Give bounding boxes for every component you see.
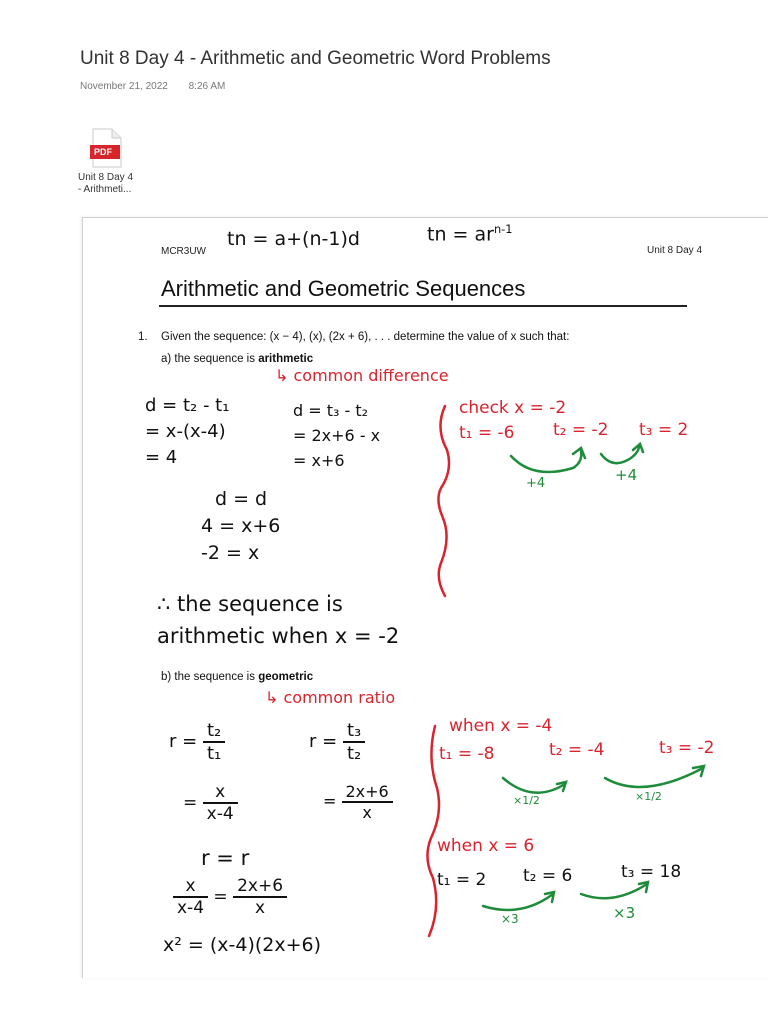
check-term-2: t₂ = -2 xyxy=(553,420,609,440)
when-x-neg4-ratio-2: ×1/2 xyxy=(635,790,662,803)
common-ratio-note: ↳ common ratio xyxy=(265,688,396,707)
green-arrow-b4 xyxy=(581,884,647,898)
when-x-neg4-term-3: t₃ = -2 xyxy=(659,738,715,758)
note-time: 8:26 AM xyxy=(188,81,226,92)
work-line: = 4 xyxy=(145,447,178,468)
pdf-icon-label: PDF xyxy=(94,147,112,157)
when-x-6-term-2: t₂ = 6 xyxy=(523,866,573,886)
attachment-name-line2: - Arithmeti... xyxy=(78,184,132,195)
check-title: check x = -2 xyxy=(459,398,567,418)
formula-geometric-base: tn = ar xyxy=(427,223,494,246)
green-arrow-b3 xyxy=(483,894,553,910)
conclusion-line: ∴ the sequence is xyxy=(157,592,343,616)
question-text: Given the sequence: (x − 4), (x), (2x + 6), . . . determine the value of x such that: xyxy=(161,331,570,343)
when-x-6-ratio-1: ×3 xyxy=(501,912,519,926)
work-line: d = t₂ - t₁ xyxy=(145,395,230,416)
fraction-denominator: x xyxy=(255,898,266,918)
red-brace-b xyxy=(427,726,439,936)
ratio-lhs: r = xyxy=(169,731,198,752)
equals-sign: = xyxy=(183,793,198,813)
when-x-6-term-3: t₃ = 18 xyxy=(621,862,682,882)
attachment-name-line1: Unit 8 Day 4 xyxy=(78,172,134,183)
page-title: Unit 8 Day 4 - Arithmetic and Geometric Word Problems xyxy=(80,48,551,69)
pdf-page-preview xyxy=(82,217,768,978)
ratio-lhs: r = xyxy=(309,731,338,752)
note-meta xyxy=(80,81,243,92)
when-x-neg4-term-2: t₂ = -4 xyxy=(549,740,605,760)
fraction-denominator: x-4 xyxy=(206,804,234,824)
green-arrow-a1-head xyxy=(573,448,585,458)
green-arrow-a1 xyxy=(511,450,581,472)
check-diff-1: +4 xyxy=(526,476,546,491)
when-x-neg4-title: when x = -4 xyxy=(449,716,553,736)
fraction-numerator: x xyxy=(203,782,238,804)
check-term-3: t₃ = 2 xyxy=(639,420,689,440)
fraction-numerator: x xyxy=(173,876,208,898)
pdf-file-icon xyxy=(90,128,124,168)
when-x-neg4-ratio-1: ×1/2 xyxy=(513,794,540,807)
attachment-name xyxy=(78,172,148,196)
unit-label: Unit 8 Day 4 xyxy=(647,245,703,256)
fraction-denominator: t₂ xyxy=(346,743,362,764)
part-b-label: b) the sequence is xyxy=(161,671,255,683)
check-diff-2: +4 xyxy=(615,466,638,484)
work-line: = 2x+6 - x xyxy=(293,426,381,445)
work-line: d = d xyxy=(215,488,268,510)
when-x-neg4-term-1: t₁ = -8 xyxy=(439,744,495,764)
question-number: 1. xyxy=(138,331,148,343)
work-line: d = t₃ - t₂ xyxy=(293,401,369,420)
green-arrow-b2 xyxy=(605,768,703,787)
r-equals-r: r = r xyxy=(201,846,250,870)
part-a-label: a) the sequence is xyxy=(161,353,255,365)
part-b-keyword: geometric xyxy=(258,671,314,683)
part-a-keyword: arithmetic xyxy=(258,353,314,365)
pdf-attachment[interactable] xyxy=(78,128,148,196)
work-line: = x-(x-4) xyxy=(145,421,226,442)
note-date: November 21, 2022 xyxy=(80,81,168,92)
work-line: 4 = x+6 xyxy=(201,515,281,537)
work-line: -2 = x xyxy=(201,542,260,564)
document-title: Arithmetic and Geometric Sequences xyxy=(161,276,526,301)
equals-sign: = xyxy=(323,791,337,811)
when-x-6-term-1: t₁ = 2 xyxy=(437,870,487,890)
fraction-denominator: t₁ xyxy=(206,743,222,764)
course-code: MCR3UW xyxy=(161,246,206,257)
check-term-1: t₁ = -6 xyxy=(459,423,515,443)
common-difference-note: ↳ common difference xyxy=(275,366,449,385)
fraction-numerator: 2x+6 xyxy=(342,782,393,803)
formula-geometric-exponent: n-1 xyxy=(493,222,513,236)
when-x-6-title: when x = 6 xyxy=(437,836,535,856)
red-brace-a xyxy=(438,406,449,596)
conclusion-line: arithmetic when x = -2 xyxy=(157,624,400,648)
green-arrow-b1 xyxy=(503,778,565,793)
fraction-numerator: 2x+6 xyxy=(233,876,287,898)
work-line: = x+6 xyxy=(293,451,345,470)
formula-arithmetic: tn = a+(n-1)d xyxy=(227,228,360,250)
fraction-numerator: t₃ xyxy=(343,720,365,743)
when-x-6-ratio-2: ×3 xyxy=(613,904,636,922)
ink-strokes xyxy=(83,218,768,978)
fraction-numerator: t₂ xyxy=(203,720,225,743)
equals-sign: = xyxy=(213,887,228,907)
fraction-denominator: x-4 xyxy=(177,898,205,918)
fraction-denominator: x xyxy=(362,803,372,822)
cross-multiplied: x² = (x-4)(2x+6) xyxy=(163,934,322,956)
